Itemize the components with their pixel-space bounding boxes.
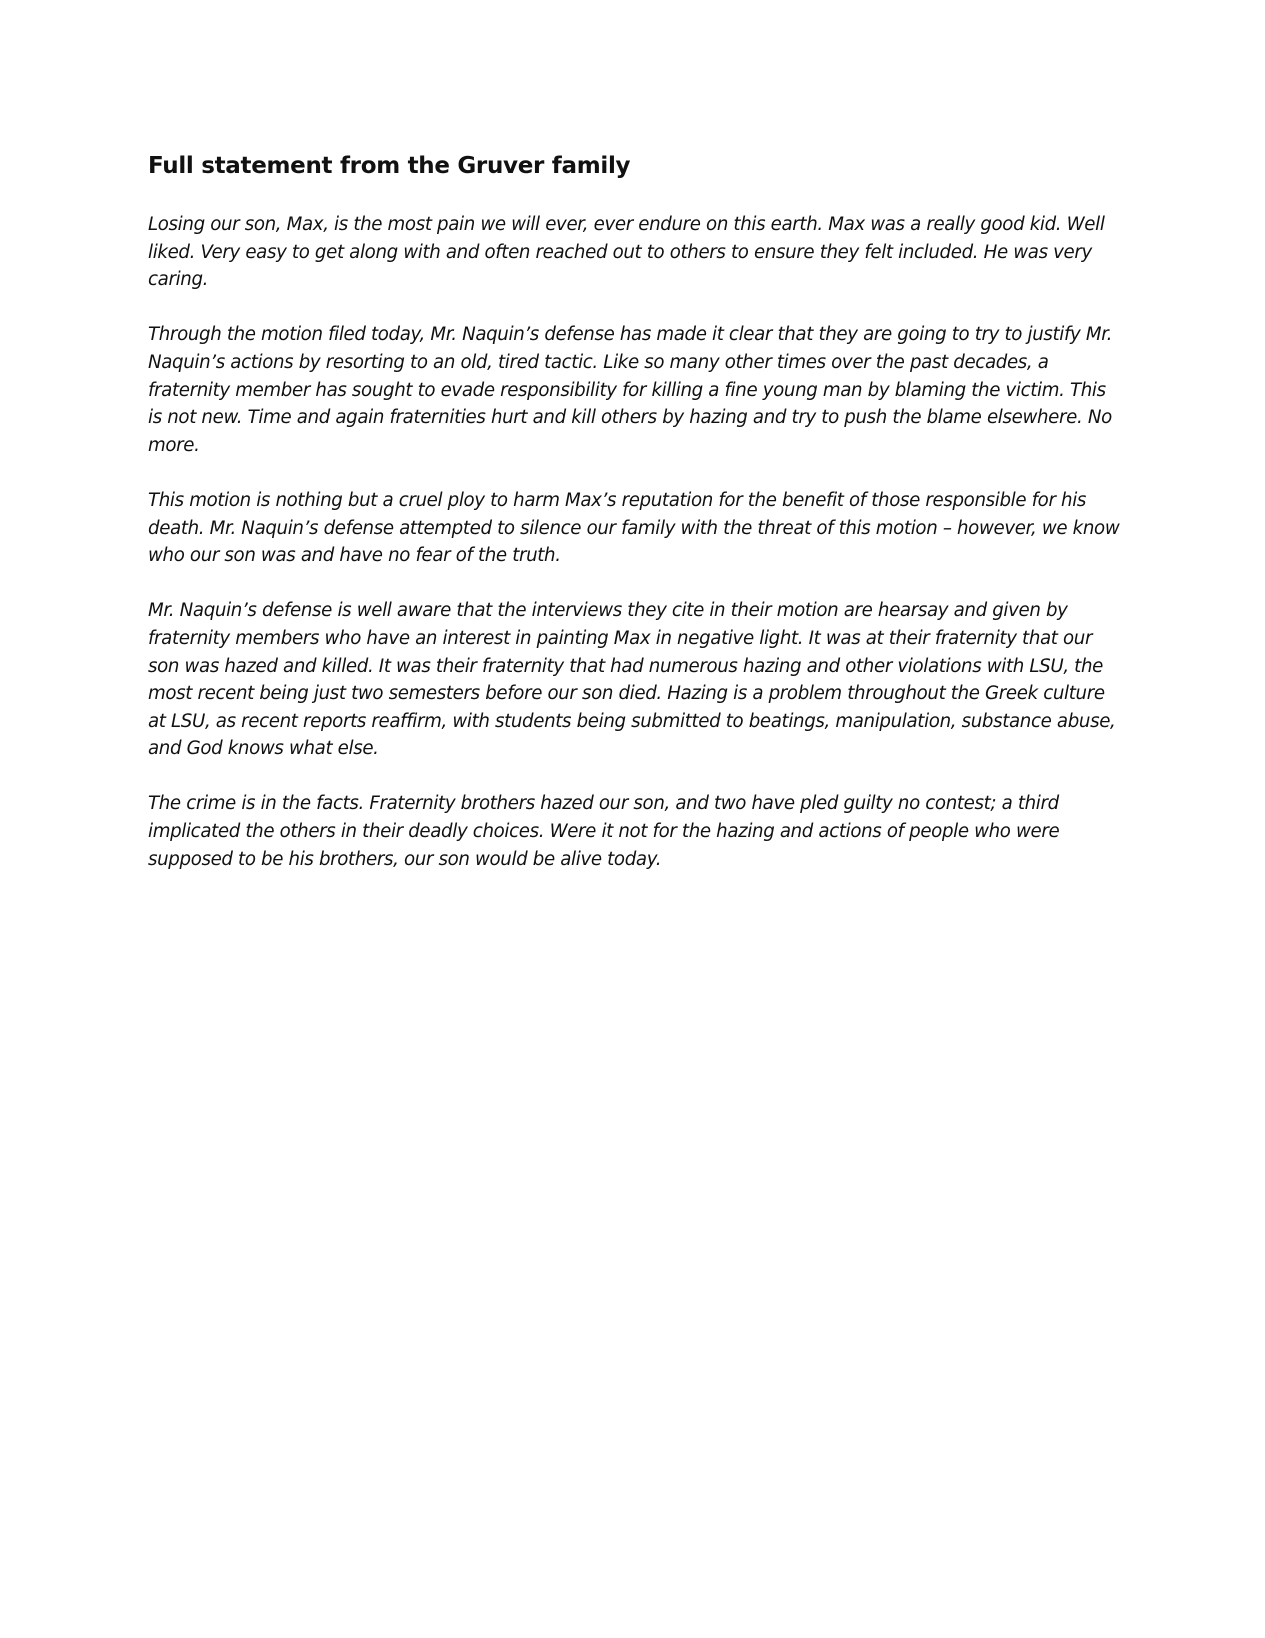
paragraph-hearsay: Mr. Naquin’s defense is well aware that the interviews they cite in their motion are hearsay and given by fraternity members who have an interest in painting Max in negative light. It was at their fraternity that our son was hazed and killed. It was their fraternity that had numerous hazing and other violations with LSU, the most recent being just two semesters before our son died. Hazing is a problem throughout the Greek culture at LSU, as recent reports reaffirm, with students being submitted to beatings, manipulation, substance abuse, and God knows what else.	[148, 600, 1116, 760]
paragraph-motion-filed: Through the motion filed today, Mr. Naquin’s defense has made it clear that they are going to try to justify Mr. Naquin’s actions by resorting to an old, tired tactic. Like so many other times over the past decades, a fraternity member has sought to evade responsibility for killing a fine young man by blaming the victim. This is not new. Time and again fraternities hurt and kill others by hazing and try to push the blame elsewhere. No more.	[148, 324, 1113, 456]
paragraph-cruel-ploy: This motion is nothing but a cruel ploy to harm Max’s reputation for the benefit of those responsible for his death. Mr. Naquin’s defense attempted to silence our family with the threat of this motion – however, we know who our son was and have no fear of the truth.	[148, 489, 1120, 567]
paragraph-loss-of-son: Losing our son, Max, is the most pain we will ever, ever endure on this earth. Max was a really good kid. Well liked. Very easy to get along with and often reached out to others to ensure they felt included. He was very caring.	[148, 214, 1105, 291]
paragraph-crime-in-facts: The crime is in the facts. Fraternity brothers hazed our son, and two have pled guilty no contest; a third implicated the others in their deadly choices. Were it not for the hazing and actions of people who were supposed to be his brothers, our son would be alive today.	[148, 793, 1060, 870]
document-body	[148, 150, 1123, 901]
document-title: Full statement from the Gruver family	[148, 153, 631, 179]
